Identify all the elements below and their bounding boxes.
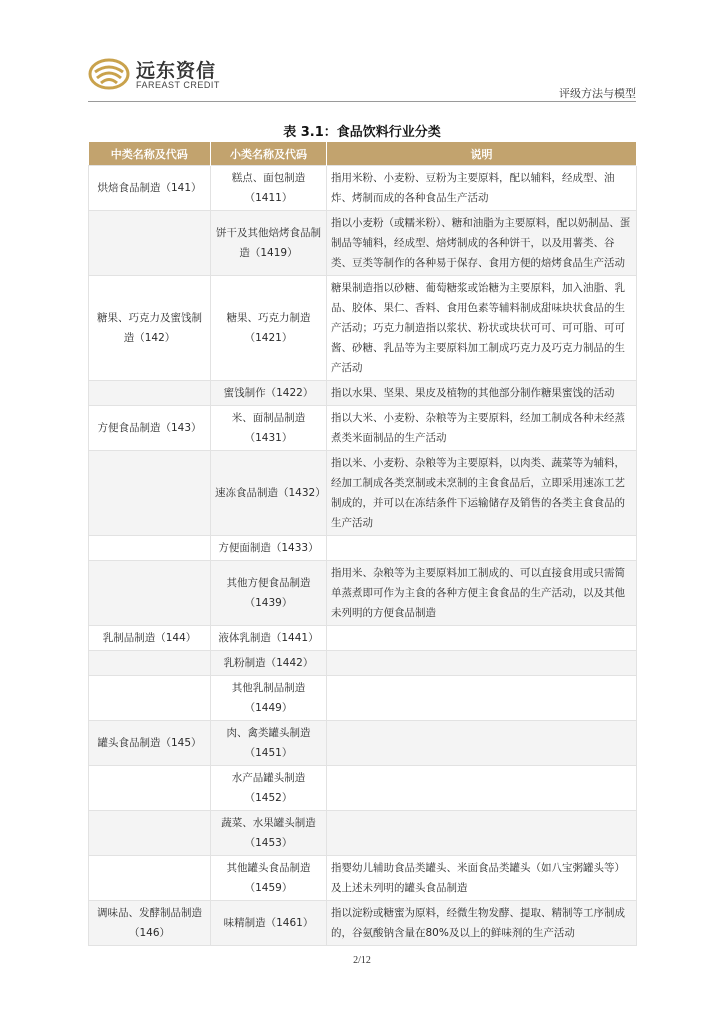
description-cell: 指用米、杂粮等为主要原料加工制成的、可以直接食用或只需简单蒸煮即可作为主食的各种方便主食食品的生产活动，以及其他未列明的方便食品制造 — [327, 561, 637, 626]
category-cell: 烘焙食品制造（141） — [89, 166, 211, 211]
brand-name-en: FAREAST CREDIT — [136, 80, 220, 90]
description-cell: 指婴幼儿辅助食品类罐头、米面食品类罐头（如八宝粥罐头等）及上述未列明的罐头食品制造 — [327, 856, 637, 901]
description-cell: 指以淀粉或糖蜜为原料，经微生物发酵、提取、精制等工序制成的，谷氨酸钠含量在80%及以上的鲜味剂的生产活动 — [327, 901, 637, 946]
table-row — [89, 561, 637, 626]
table-row — [89, 721, 637, 766]
category-cell — [89, 676, 211, 721]
subcategory-cell: 方便面制造（1433） — [211, 536, 327, 561]
category-cell — [89, 856, 211, 901]
page-number: 2/12 — [353, 955, 371, 966]
classification-table — [88, 142, 637, 946]
column-header-subcategory: 小类名称及代码 — [211, 142, 327, 166]
column-header-category: 中类名称及代码 — [89, 142, 211, 166]
table-row — [89, 211, 637, 276]
category-cell: 罐头食品制造（145） — [89, 721, 211, 766]
subcategory-cell: 糕点、面包制造（1411） — [211, 166, 327, 211]
description-cell — [327, 811, 637, 856]
category-cell — [89, 561, 211, 626]
description-cell: 糖果制造指以砂糖、葡萄糖浆或饴糖为主要原料，加入油脂、乳品、胶体、果仁、香料、食用色素等辅料制成甜味块状食品的生产活动；巧克力制造指以浆状、粉状或块状可可、可可脂、可可酱、砂糖、乳品等为主要原料加工制成巧克力及巧克力制品的生产活动 — [327, 276, 637, 381]
table-row — [89, 406, 637, 451]
category-cell — [89, 651, 211, 676]
table-header-row — [89, 142, 637, 166]
description-cell: 指以米、小麦粉、杂粮等为主要原料，以肉类、蔬菜等为辅料，经加工制成各类烹制或未烹制的主食食品后，立即采用速冻工艺制成的，并可以在冻结条件下运输储存及销售的各类主食食品的生产活动 — [327, 451, 637, 536]
table-row — [89, 651, 637, 676]
description-cell: 指用米粉、小麦粉、豆粉为主要原料，配以辅料，经成型、油炸、烤制而成的各种食品生产活动 — [327, 166, 637, 211]
subcategory-cell: 其他乳制品制造（1449） — [211, 676, 327, 721]
category-cell — [89, 536, 211, 561]
subcategory-cell: 乳粉制造（1442） — [211, 651, 327, 676]
header-section-title: 评级方法与模型 — [559, 87, 636, 100]
category-cell — [89, 766, 211, 811]
table-row — [89, 676, 637, 721]
description-cell: 指以小麦粉（或糯米粉）、糖和油脂为主要原料，配以奶制品、蛋制品等辅料，经成型、焙烤制成的各种饼干，以及用薯类、谷类、豆类等制作的各种易于保存、食用方便的焙烤食品生产活动 — [327, 211, 637, 276]
subcategory-cell: 水产品罐头制造（1452） — [211, 766, 327, 811]
description-cell — [327, 676, 637, 721]
subcategory-cell: 糖果、巧克力制造（1421） — [211, 276, 327, 381]
table-title: 表 3.1：食品饮料行业分类 — [283, 125, 441, 140]
subcategory-cell: 肉、禽类罐头制造（1451） — [211, 721, 327, 766]
category-cell: 糖果、巧克力及蜜饯制造（142） — [89, 276, 211, 381]
description-cell — [327, 721, 637, 766]
table-row — [89, 856, 637, 901]
category-cell — [89, 381, 211, 406]
subcategory-cell: 蜜饯制作（1422） — [211, 381, 327, 406]
table-row — [89, 901, 637, 946]
table-row — [89, 811, 637, 856]
subcategory-cell: 速冻食品制造（1432） — [211, 451, 327, 536]
category-cell — [89, 811, 211, 856]
table-row — [89, 276, 637, 381]
page-header — [88, 52, 636, 102]
table-row — [89, 381, 637, 406]
table-row — [89, 536, 637, 561]
category-cell: 调味品、发酵制品制造（146） — [89, 901, 211, 946]
description-cell — [327, 651, 637, 676]
description-cell: 指以大米、小麦粉、杂粮等为主要原料，经加工制成各种未经蒸煮类米面制品的生产活动 — [327, 406, 637, 451]
subcategory-cell: 其他罐头食品制造（1459） — [211, 856, 327, 901]
description-cell: 指以水果、坚果、果皮及植物的其他部分制作糖果蜜饯的活动 — [327, 381, 637, 406]
subcategory-cell: 米、面制品制造（1431） — [211, 406, 327, 451]
subcategory-cell: 饼干及其他焙烤食品制造（1419） — [211, 211, 327, 276]
fareast-credit-logo-icon — [88, 56, 130, 92]
header-divider — [88, 101, 636, 102]
description-cell — [327, 536, 637, 561]
description-cell — [327, 626, 637, 651]
table-row — [89, 766, 637, 811]
category-cell — [89, 211, 211, 276]
table-row — [89, 451, 637, 536]
category-cell: 乳制品制造（144） — [89, 626, 211, 651]
category-cell — [89, 451, 211, 536]
subcategory-cell: 味精制造（1461） — [211, 901, 327, 946]
subcategory-cell: 蔬菜、水果罐头制造（1453） — [211, 811, 327, 856]
table-row — [89, 626, 637, 651]
description-cell — [327, 766, 637, 811]
subcategory-cell: 液体乳制造（1441） — [211, 626, 327, 651]
brand-name-cn: 远东资信 — [136, 60, 217, 82]
subcategory-cell: 其他方便食品制造（1439） — [211, 561, 327, 626]
column-header-description: 说明 — [327, 142, 637, 166]
category-cell: 方便食品制造（143） — [89, 406, 211, 451]
table-row — [89, 166, 637, 211]
